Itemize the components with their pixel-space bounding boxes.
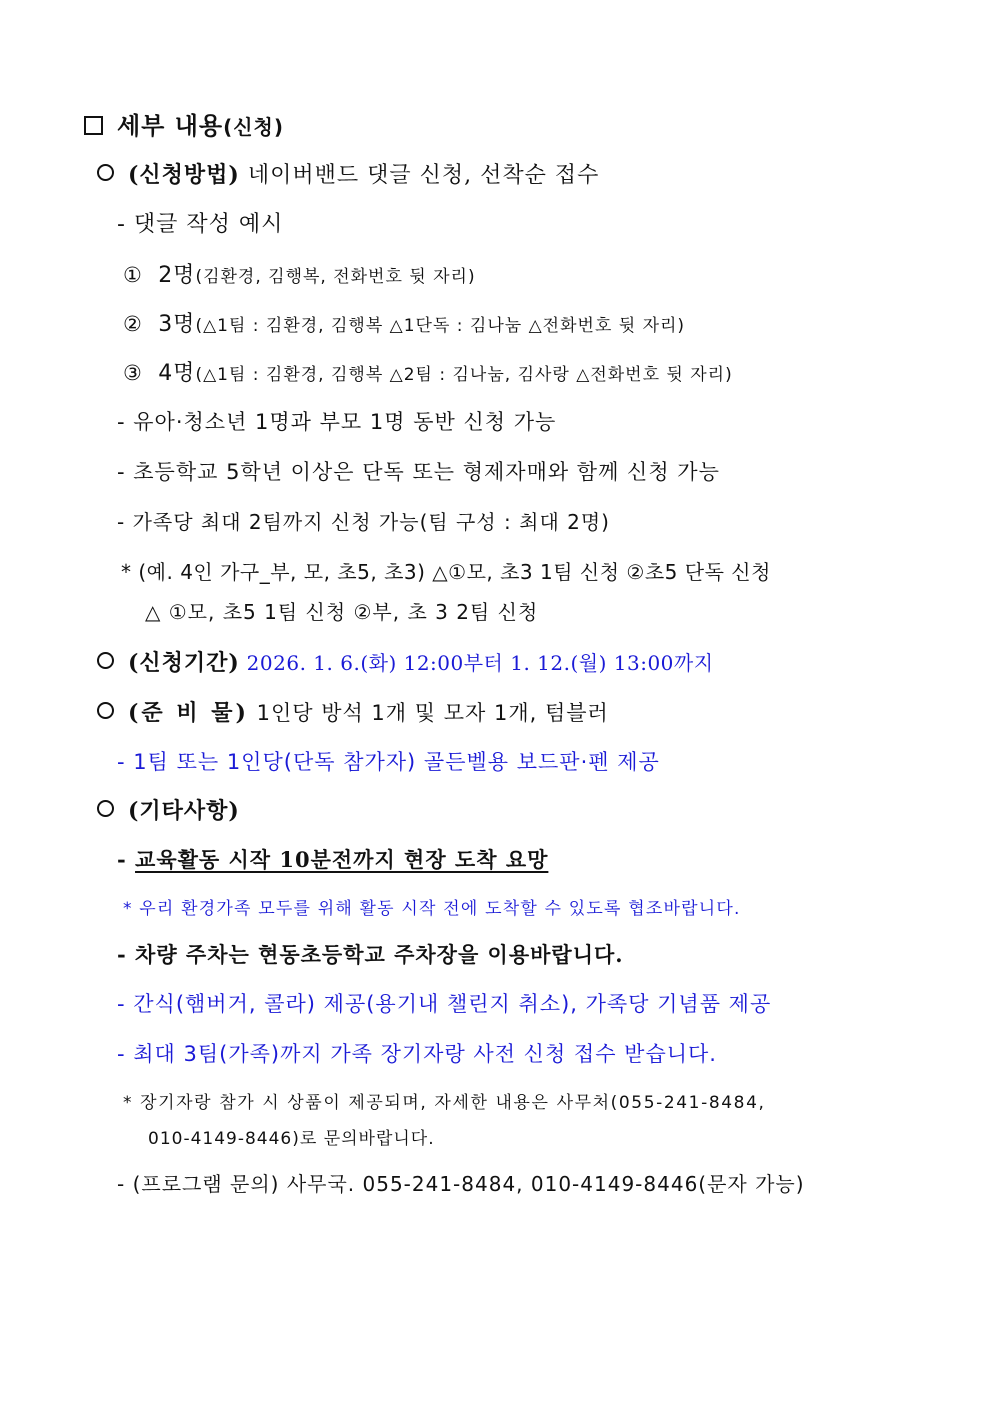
example-1-count: 2명 bbox=[158, 263, 196, 288]
method-bullet-1: - 유아·청소년 1명과 부모 1명 동반 신청 가능 bbox=[117, 410, 557, 434]
square-bullet-icon bbox=[84, 116, 103, 135]
etc-label: (기타사항) bbox=[128, 798, 240, 824]
etc-note-2-line-1: * 장기자랑 참가 시 상품이 제공되며, 자세한 내용은 사무처(055-241-8484, bbox=[123, 1093, 766, 1113]
example-2-text: (△1팀 : 김환경, 김행복 △1단독 : 김나눔 △전화번호 뒷 자리) bbox=[195, 316, 686, 336]
example-1 bbox=[123, 258, 476, 289]
section-heading bbox=[84, 106, 284, 141]
example-3-num: ③ bbox=[123, 361, 143, 385]
example-3-text: (△1팀 : 김환경, 김행복 △2팀 : 김나눔, 김사랑 △전화번호 뒷 자리) bbox=[195, 365, 733, 385]
heading-title: 세부 내용 bbox=[117, 112, 224, 140]
etc-bullet-1 bbox=[117, 844, 548, 874]
etc-note-1: * 우리 환경가족 모두를 위해 활동 시작 전에 도착할 수 있도록 협조바랍니다. bbox=[123, 899, 741, 919]
period-label: (신청기간) bbox=[128, 650, 240, 676]
method-label: (신청방법) bbox=[128, 162, 240, 188]
example-1-num: ① bbox=[123, 263, 143, 287]
etc-bullet-2: - 차량 주차는 현동초등학교 주차장을 이용바랍니다. bbox=[117, 942, 624, 967]
period-item bbox=[97, 646, 714, 677]
method-text: 네이버밴드 댓글 신청, 선착순 접수 bbox=[239, 163, 600, 188]
etc-note-2-line-2: 010-4149-8446)로 문의바랍니다. bbox=[148, 1129, 435, 1149]
supplies-item bbox=[97, 696, 609, 727]
example-2 bbox=[123, 307, 685, 338]
etc-item bbox=[97, 794, 240, 825]
heading-suffix: (신청) bbox=[223, 115, 285, 139]
example-3-count: 4명 bbox=[158, 361, 196, 386]
method-bullet-3: - 가족당 최대 2팀까지 신청 가능(팀 구성 : 최대 2명) bbox=[117, 510, 610, 534]
method-note-1: * (예. 4인 가구_부, 모, 초5, 초3) △①모, 초3 1팀 신청 ②초5 단독 신청 bbox=[121, 560, 771, 584]
method-item bbox=[97, 158, 599, 189]
supplies-label: (준 비 물) bbox=[128, 700, 249, 726]
example-1-text: (김환경, 김행복, 전화번호 뒷 자리) bbox=[195, 267, 476, 287]
etc-bullet-4: - 최대 3팀(가족)까지 가족 장기자랑 사전 신청 접수 받습니다. bbox=[117, 1042, 717, 1066]
etc-bullet-1-dash: - bbox=[117, 847, 136, 872]
period-text: 2026. 1. 6.(화) 12:00부터 1. 12.(월) 13:00까지 bbox=[239, 651, 714, 675]
method-bullet-2: - 초등학교 5학년 이상은 단독 또는 형제자매와 함께 신청 가능 bbox=[117, 460, 720, 484]
circle-bullet-icon bbox=[97, 800, 114, 817]
etc-bullet-1-text: 교육활동 시작 10분전까지 현장 도착 요망 bbox=[135, 847, 549, 872]
example-2-num: ② bbox=[123, 312, 143, 336]
circle-bullet-icon bbox=[97, 652, 114, 669]
circle-bullet-icon bbox=[97, 702, 114, 719]
supplies-bullet-1: - 1팀 또는 1인당(단독 참가자) 골든벨용 보드판·펜 제공 bbox=[117, 750, 660, 774]
method-note-2: △ ①모, 초5 1팀 신청 ②부, 초 3 2팀 신청 bbox=[145, 600, 539, 624]
circle-bullet-icon bbox=[97, 164, 114, 181]
example-3 bbox=[123, 356, 733, 387]
etc-bullet-5: - (프로그램 문의) 사무국. 055-241-8484, 010-4149-8446(문자 가능) bbox=[117, 1172, 805, 1196]
example-title: - 댓글 작성 예시 bbox=[117, 212, 284, 237]
etc-bullet-3: - 간식(햄버거, 콜라) 제공(용기내 챌린지 취소), 가족당 기념품 제공 bbox=[117, 992, 772, 1016]
supplies-text: 1인당 방석 1개 및 모자 1개, 텀블러 bbox=[248, 701, 609, 725]
example-2-count: 3명 bbox=[158, 312, 196, 337]
